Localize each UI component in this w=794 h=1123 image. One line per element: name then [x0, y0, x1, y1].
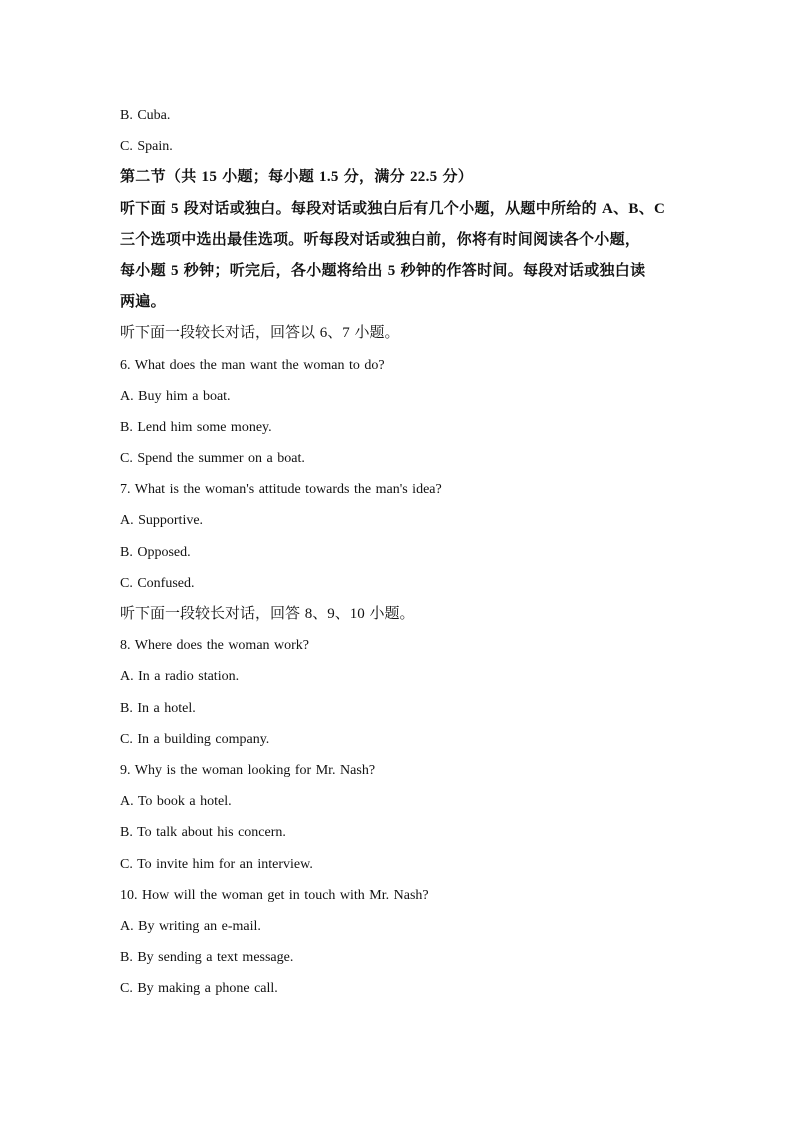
question-line: 9. Why is the woman looking for Mr. Nash? [120, 762, 376, 778]
option-line: C. Spend the summer on a boat. [120, 451, 305, 467]
option-line: A. Buy him a boat. [120, 388, 231, 404]
instructions-line: 听下面 5 段对话或独白。每段对话或独白后有几个小题，从题中所给的 A、B、C [120, 200, 666, 217]
instructions-line: 每小题 5 秒钟；听完后，各小题将给出 5 秒钟的作答时间。每段对话或独白读 [120, 262, 646, 279]
option-line: A. To book a hotel. [120, 794, 232, 810]
option-line: A. Supportive. [120, 513, 204, 529]
option-line: C. Confused. [120, 575, 195, 591]
option-line: B. By sending a text message. [120, 950, 294, 966]
option-line: B. Cuba. [120, 108, 171, 123]
question-line: 8. Where does the woman work? [120, 638, 310, 654]
option-line: A. By writing an e-mail. [120, 918, 261, 934]
option-line: C. Spain. [120, 139, 173, 155]
option-line: C. By making a phone call. [120, 981, 278, 997]
instructions-line: 两遍。 [120, 294, 166, 311]
dialogue-intro: 听下面一段较长对话，回答以 6、7 小题。 [120, 325, 400, 342]
question-line: 10. How will the woman get in touch with Mr. Nash? [120, 887, 429, 903]
instructions-line: 三个选项中选出最佳选项。听每段对话或独白前，你将有时间阅读各个小题， [120, 231, 641, 248]
document-page [120, 100, 720, 1004]
question-line: 6. What does the man want the woman to do? [120, 357, 385, 373]
section-heading: 第二节（共 15 小题；每小题 1.5 分，满分 22.5 分） [120, 169, 474, 186]
question-line: 7. What is the woman's attitude towards the man's idea? [120, 482, 442, 498]
option-line: B. Lend him some money. [120, 419, 272, 435]
option-line: C. To invite him for an interview. [120, 856, 313, 872]
option-line: B. Opposed. [120, 544, 191, 560]
option-line: A. In a radio station. [120, 669, 240, 685]
option-line: B. In a hotel. [120, 700, 196, 716]
dialogue-intro: 听下面一段较长对话，回答 8、9、10 小题。 [120, 606, 415, 622]
option-line: C. In a building company. [120, 731, 270, 747]
option-line: B. To talk about his concern. [120, 825, 286, 841]
